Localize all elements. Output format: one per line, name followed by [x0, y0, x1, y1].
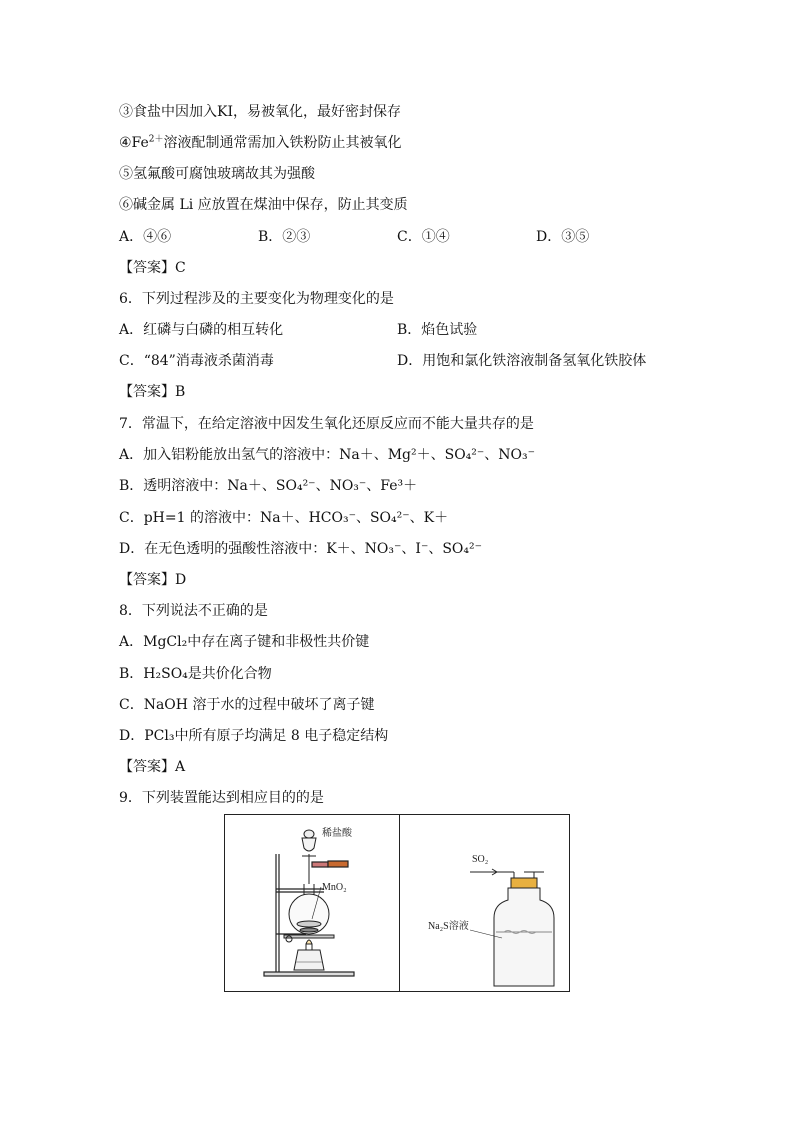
answer-6: 【答案】B: [119, 384, 186, 400]
label-na2s-solution: Na₂S溶液: [428, 921, 469, 932]
question-9: 9．下列装置能达到相应目的的是: [119, 790, 324, 806]
q6-option-a: A．红磷与白磷的相互转化: [119, 322, 284, 338]
label-dilute-hcl: 稀盐酸: [322, 828, 352, 839]
q8-option-c: C．NaOH 溶于水的过程中破坏了离子键: [119, 697, 375, 713]
item-5: ⑤氢氟酸可腐蚀玻璃故其为强酸: [119, 166, 315, 182]
question-7: 7．常温下，在给定溶液中因发生氧化还原反应而不能大量共存的是: [119, 416, 534, 432]
label-mno2: MnO₂: [322, 882, 347, 893]
q5-option-d: D．③⑤: [536, 229, 590, 245]
q5-option-a: A．④⑥: [119, 229, 172, 245]
item-4-charge: 2＋: [148, 134, 164, 145]
alcohol-lamp: [294, 940, 324, 970]
q7-option-b: B．透明溶液中：Na＋、SO₄²⁻、NO₃⁻、Fe³＋: [119, 478, 418, 494]
q5-option-c: C．①④: [397, 229, 450, 245]
item-4-post: 溶液配制通常需加入铁粉防止其被氧化: [163, 135, 402, 151]
item-3: ③食盐中因加入KI，易被氧化，最好密封保存: [119, 104, 401, 120]
q6-option-b: B．焰色试验: [397, 322, 478, 338]
item-6: ⑥碱金属 Li 应放置在煤油中保存，防止其变质: [119, 197, 408, 213]
item-4-pre: ④Fe: [119, 135, 149, 151]
q8-option-a: A．MgCl₂中存在离子键和非极性共价键: [119, 634, 370, 650]
answer-8: 【答案】A: [119, 759, 186, 775]
label-so2: SO₂: [472, 854, 489, 865]
question-6: 6．下列过程涉及的主要变化为物理变化的是: [119, 291, 394, 307]
answer-5: 【答案】C: [119, 260, 186, 276]
q7-option-d: D．在无色透明的强酸性溶液中：K＋、NO₃⁻、I⁻、SO₄²⁻: [119, 541, 483, 557]
question-8: 8．下列说法不正确的是: [119, 603, 268, 619]
q6-option-c: C．“84”消毒液杀菌消毒: [119, 353, 274, 369]
delivery-tube: [312, 861, 348, 867]
gas-inlet-arrow: [470, 869, 497, 875]
q7-option-a: A．加入铝粉能放出氢气的溶液中：Na＋、Mg²＋、SO₄²⁻、NO₃⁻: [119, 447, 536, 463]
gas-washing-bottle: [494, 872, 554, 986]
q7-option-c: C．pH=1 的溶液中：Na＋、HCO₃⁻、SO₄²⁻、K＋: [119, 510, 449, 526]
answer-7: 【答案】D: [119, 572, 187, 588]
apparatus-figure: [224, 814, 570, 992]
separatory-funnel: [302, 830, 316, 884]
q8-option-d: D．PCl₃中所有原子均满足 8 电子稳定结构: [119, 728, 389, 744]
item-4: [119, 133, 402, 153]
q8-option-b: B．H₂SO₄是共价化合物: [119, 666, 272, 682]
q5-option-b: B．②③: [258, 229, 311, 245]
q6-option-d: D．用饱和氯化铁溶液制备氢氧化铁胶体: [397, 353, 647, 369]
